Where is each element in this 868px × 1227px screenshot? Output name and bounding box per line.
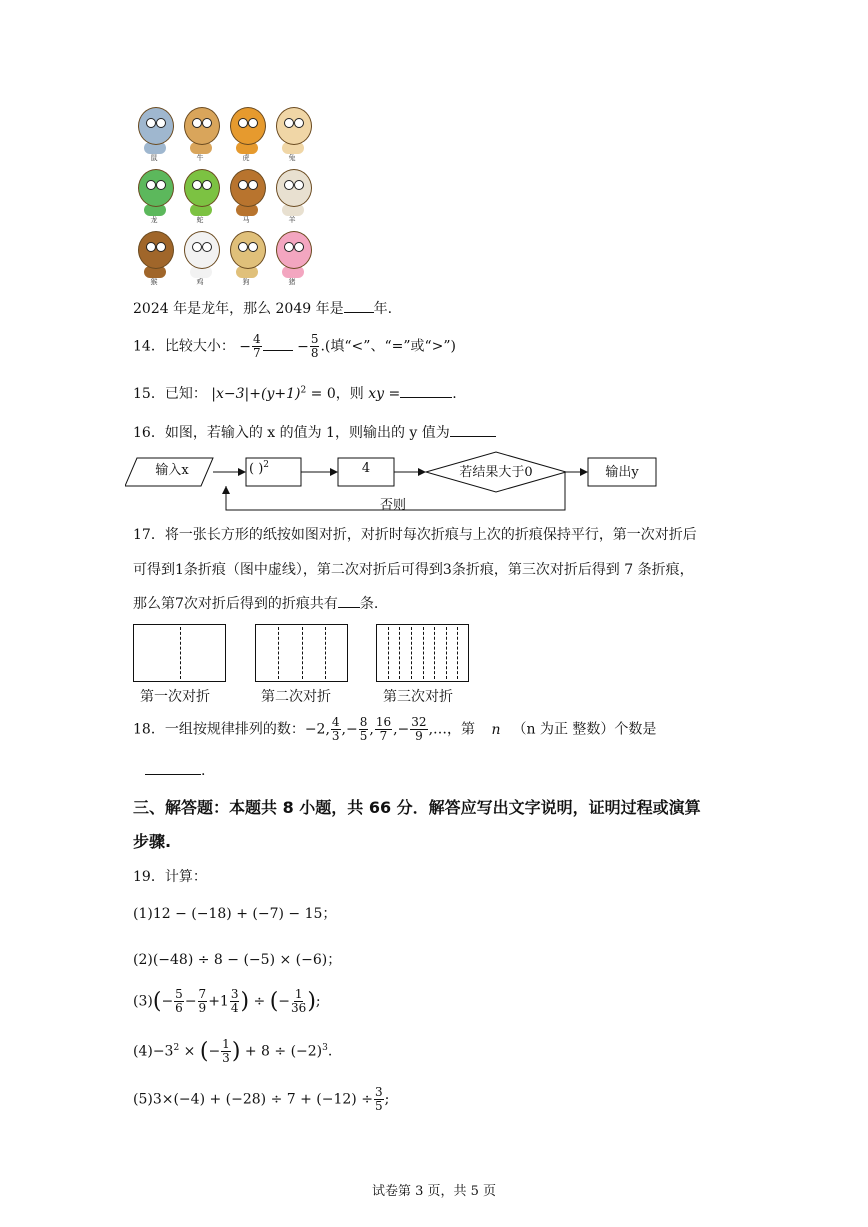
q18-f3-den: 7 (379, 729, 388, 743)
q15-var: xy (368, 386, 384, 402)
q13-text-b: 年. (373, 301, 393, 317)
paper-caption-3: 第三次对折 (383, 689, 453, 705)
zodiac-animal (270, 229, 314, 287)
q19-p4-exp: 3 (322, 1042, 328, 1053)
flow-output-label: 输出y (605, 465, 639, 480)
q14-frac-1: − $\frac{4}{7}$ (239, 332, 261, 360)
paper-fold-3 (376, 624, 469, 682)
q17-line-3 (133, 593, 378, 613)
crease (278, 627, 279, 679)
q19-part-1: (1)12 − (−18) + (−7) − 15； (133, 906, 337, 922)
q19-p5-text: (5)3×(−4) + (−28) ÷ 7 + (−12) ÷ (133, 1091, 373, 1108)
crease (423, 627, 424, 679)
crease (446, 627, 447, 679)
animal-face-icon (230, 231, 266, 269)
q19-part-3: (3)(− $\frac{5}{6}$ − $\frac{7}{9}$ +1 $\frac{3}{4}$ ) ÷ (− $\frac{1}{36}$ ); (133, 987, 321, 1015)
q18-f1-num: 4 (331, 715, 340, 729)
q18-f4-den: 9 (415, 729, 423, 743)
q18-paren: （n 为正 整数）个数是 (512, 721, 657, 738)
paper-caption-1: 第一次对折 (140, 689, 210, 705)
q17-line-3b: 条. (359, 596, 379, 612)
question-14 (133, 333, 456, 360)
zodiac-label: 虎 (242, 154, 250, 162)
q14-suffix: .(填“<”、“=”或“>”) (320, 338, 456, 355)
q15-mid: = 0，则 (310, 386, 364, 402)
flow-arrowhead-4 (580, 468, 588, 476)
q15-exp: 2 (300, 385, 307, 396)
zodiac-label: 狗 (242, 278, 250, 286)
q19-p4-end: . (327, 1043, 333, 1060)
animal-face-icon (184, 107, 220, 145)
paper-fold-1 (133, 624, 226, 682)
zodiac-animal (178, 105, 222, 163)
crease (434, 627, 435, 679)
q15-eq: = (388, 386, 401, 402)
q14-f1-den: 7 (253, 346, 261, 360)
q13-blank (344, 312, 374, 313)
question-13 (133, 298, 392, 318)
zodiac-animal (270, 105, 314, 163)
q15-end: . (452, 386, 457, 402)
crease (180, 627, 181, 679)
flow-loop-arrowhead (222, 486, 230, 494)
q18-f1-den: 3 (331, 729, 340, 743)
zodiac-label: 蛇 (196, 216, 204, 224)
flow-arrowhead-1 (238, 468, 246, 476)
animal-face-icon (230, 169, 266, 207)
q14-blank (263, 350, 293, 351)
q19-part-5: (5)3×(−4) + (−28) ÷ 7 + (−12) ÷ $\frac{3}{5}$ ; (133, 1085, 390, 1113)
zodiac-label: 猴 (150, 278, 158, 286)
flow-square-exp: 2 (263, 460, 270, 470)
q17-blank (338, 607, 360, 608)
q19-p4-times: × (183, 1043, 196, 1060)
q14-f1-num: 4 (253, 332, 261, 346)
crease (325, 627, 326, 679)
zodiac-animal (132, 229, 176, 287)
q19-title: 19．计算： (133, 869, 207, 885)
animal-face-icon (230, 107, 266, 145)
zodiac-animal (178, 229, 222, 287)
zodiac-animal (178, 167, 222, 225)
zodiac-label: 马 (242, 216, 250, 224)
animal-face-icon (276, 169, 312, 207)
q19-p3-end: ; (315, 993, 321, 1010)
flow-arrowhead-2 (330, 468, 338, 476)
zodiac-label: 兔 (288, 154, 296, 162)
zodiac-label: 鼠 (150, 154, 158, 162)
zodiac-label: 鸡 (196, 278, 204, 286)
crease (411, 627, 412, 679)
crease (399, 627, 400, 679)
flow-no-label: 否则 (380, 498, 407, 513)
zodiac-label: 猪 (288, 278, 296, 286)
q14-f2-den: 8 (310, 346, 319, 360)
q14-frac-2: − $\frac{5}{8}$ (297, 332, 319, 360)
section-3-heading-line-2: 步骤. (133, 832, 172, 851)
crease (388, 627, 389, 679)
zodiac-image (128, 105, 318, 285)
animal-face-icon (276, 107, 312, 145)
animal-face-icon (138, 169, 174, 207)
q18-n: n (491, 721, 501, 738)
q18-f3-num: 16 (375, 715, 392, 729)
crease (457, 627, 458, 679)
section-3-heading-line-1: 三、解答题：本题共 8 小题，共 66 分．解答应写出文字说明，证明过程或演算 (133, 798, 701, 817)
q19-part-4: $(4)-3^2$ × (− $\frac{1}{3}$ ) + $8 \div (-2)^3$. (133, 1037, 333, 1065)
zodiac-animal (224, 105, 268, 163)
q18-blank (145, 774, 201, 775)
paper-fold-2 (255, 624, 348, 682)
zodiac-animal (270, 167, 314, 225)
crease (302, 627, 303, 679)
q19-p3-label: (3) (133, 993, 153, 1010)
q18-tail: ,…，第 (428, 721, 476, 738)
flow-square-text: ( ) (249, 461, 264, 477)
q16-text: 16．如图，若输入的 x 的值为 1，则输出的 y 值为 (133, 425, 450, 441)
paper-caption-2: 第二次对折 (261, 689, 331, 705)
flow-input-label: 输入x (155, 463, 189, 478)
question-18: 18．一组按规律排列的数：−2, $\frac{4}{3}$ ,− $\frac{8}{5}$ , $\frac{16}{7}$ ,− $\frac{32}{9}$ ,…，第 n （n 为正 整数）个数是 (133, 715, 657, 743)
q19-p4-label: (4)−3 (133, 1043, 174, 1060)
zodiac-animal (132, 167, 176, 225)
zodiac-animal (224, 229, 268, 287)
flow-square-label (249, 460, 269, 476)
q15-expr: |x−3|+(y+1) (211, 386, 301, 402)
flow-minus-label: 4 (361, 461, 371, 476)
question-15 (133, 383, 457, 403)
q15-prefix: 15．已知： (133, 386, 207, 402)
q17-line-2: 可得到1条折痕（图中虚线），第二次对折后可得到3条折痕，第三次对折后得到 7 条折痕， (133, 562, 694, 578)
question-16 (133, 422, 496, 442)
q19-p4-rest: + 8 ÷ (−2) (244, 1043, 323, 1060)
q18-prefix: 18．一组按规律排列的数：−2, (133, 721, 330, 738)
q15-blank (400, 397, 452, 398)
animal-face-icon (138, 231, 174, 269)
q18-f2-num: 8 (359, 715, 368, 729)
q14-prefix: 14．比较大小： (133, 338, 235, 355)
q19-part-2: (2)(−48) ÷ 8 − (−5) × (−6)； (133, 952, 342, 968)
q18-end: . (201, 763, 206, 779)
q17-line-3a: 那么第7次对折后得到的折痕共有 (133, 596, 338, 612)
q18-answer-line (145, 763, 205, 779)
animal-face-icon (138, 107, 174, 145)
q18-f2-den: 5 (359, 729, 368, 743)
zodiac-animal (224, 167, 268, 225)
q19-p3-div: ÷ (253, 993, 266, 1010)
q19-p5-end: ; (384, 1091, 390, 1108)
q16-blank (450, 436, 496, 437)
zodiac-animal (132, 105, 176, 163)
zodiac-label: 牛 (196, 154, 204, 162)
q18-f4-num: 32 (411, 715, 427, 729)
q13-text-a: 2024 年是龙年，那么 2049 年是 (133, 301, 344, 317)
zodiac-label: 羊 (288, 216, 296, 224)
animal-face-icon (184, 231, 220, 269)
animal-face-icon (276, 231, 312, 269)
q14-f2-num: 5 (310, 332, 319, 346)
page-footer: 试卷第 3 页，共 5 页 (371, 1184, 497, 1199)
flow-condition-label: 若结果大于0 (459, 465, 533, 480)
q17-line-1: 17．将一张长方形的纸按如图对折，对折时每次折痕与上次的折痕保持平行，第一次对折后 (133, 527, 697, 543)
animal-face-icon (184, 169, 220, 207)
zodiac-label: 龙 (150, 216, 158, 224)
